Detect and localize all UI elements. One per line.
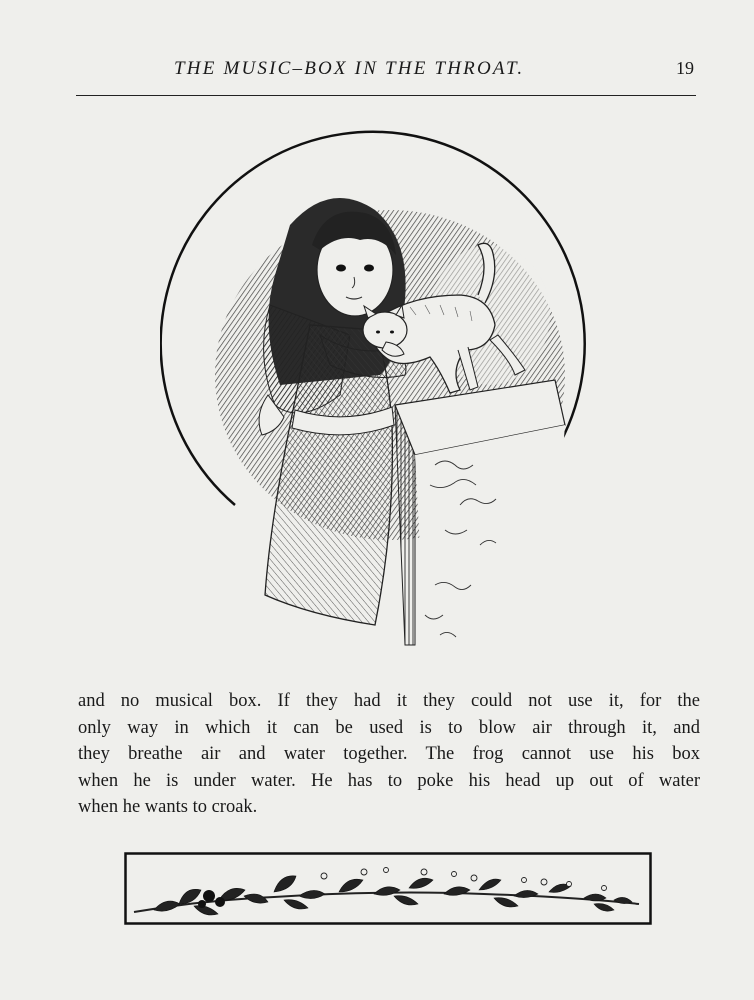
body-line: only way in which it can be used is to blow air through it, and bbox=[78, 717, 700, 738]
girl-with-cat-illustration bbox=[160, 125, 610, 670]
body-paragraph bbox=[78, 688, 700, 821]
header-rule bbox=[76, 95, 696, 96]
running-title: THE MUSIC–BOX IN THE THROAT. bbox=[174, 58, 525, 79]
body-line: when he wants to croak. bbox=[78, 797, 258, 817]
body-line: they breathe air and water together. The frog cannot use his box bbox=[78, 744, 700, 764]
floral-vine-ornament bbox=[124, 852, 652, 928]
running-head bbox=[76, 56, 696, 84]
body-line: when he is under water. He has to poke his head up out of water bbox=[78, 770, 700, 791]
body-line: and no musical box. If they had it they could not use it, for the bbox=[78, 691, 700, 711]
page-number: 19 bbox=[676, 58, 694, 78]
